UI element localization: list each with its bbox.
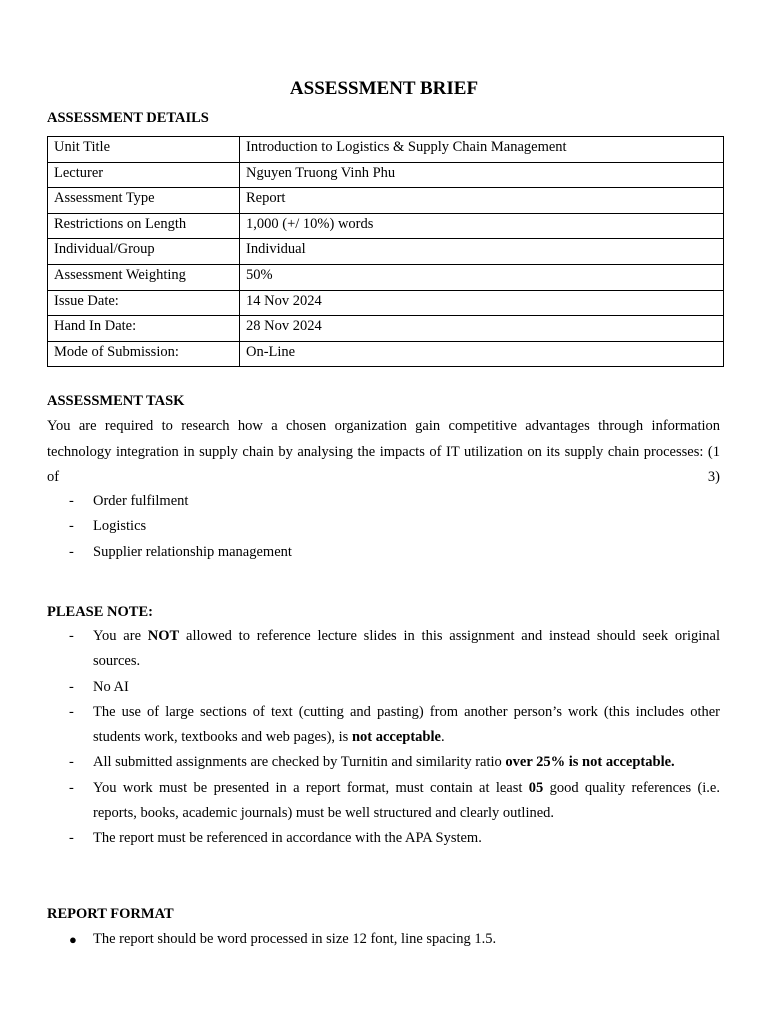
list-item	[47, 514, 720, 539]
dash-marker: -	[69, 628, 74, 644]
dash-marker: -	[69, 703, 74, 720]
dash-marker: -	[69, 830, 74, 847]
list-item	[47, 675, 720, 700]
list-item	[47, 776, 720, 827]
row-value: Introduction to Logistics & Supply Chain Management	[240, 137, 724, 163]
list-item-text: Supplier relationship management	[93, 543, 292, 560]
emphasis-text: NOT	[147, 628, 180, 644]
row-label: Mode of Submission:	[48, 341, 240, 367]
table-row	[48, 341, 724, 367]
row-label: Individual/Group	[48, 239, 240, 265]
report-format-heading: REPORT FORMAT	[47, 906, 174, 922]
dash-marker: -	[69, 518, 74, 535]
row-label: Lecturer	[48, 162, 240, 188]
list-item	[47, 700, 720, 751]
assessment-details-heading: ASSESSMENT DETAILS	[47, 110, 209, 126]
text-segment: allowed to reference lecture slides in this assignment and instead should seek original sources.	[93, 628, 720, 670]
dash-marker: -	[69, 493, 74, 509]
row-label: Assessment Type	[48, 188, 240, 214]
row-label: Issue Date:	[48, 290, 240, 316]
task-process-list	[47, 489, 720, 565]
row-label: Unit Title	[48, 137, 240, 163]
note-text	[93, 624, 720, 675]
row-value: 1,000 (+/ 10%) words	[240, 213, 724, 239]
assessment-task-heading: ASSESSMENT TASK	[47, 393, 185, 409]
note-text	[93, 675, 720, 700]
list-item	[47, 750, 720, 775]
row-value: Individual	[240, 239, 724, 265]
dash-marker: -	[69, 754, 74, 771]
table-row	[48, 316, 724, 342]
row-value: 50%	[240, 264, 724, 290]
table-row	[48, 264, 724, 290]
text-segment: You are	[93, 628, 148, 644]
emphasis-text: not acceptable	[351, 729, 441, 746]
table-row	[48, 290, 724, 316]
row-label: Assessment Weighting	[48, 264, 240, 290]
emphasis-text: 05	[528, 779, 544, 796]
note-text	[93, 700, 720, 751]
list-item	[47, 489, 720, 514]
task-paragraph: You are required to research how a chosen organization gain competitive advantages through information technology integration in supply chain by analysing the impacts of IT utilization on its supply chain processes: (1 of 3)	[47, 418, 720, 485]
format-list	[47, 927, 720, 952]
list-item	[47, 540, 720, 565]
row-value: Report	[240, 188, 724, 214]
text-segment: good quality references (i.e. reports, books, academic journals) must be well structured and clearly outlined.	[93, 779, 720, 822]
dash-marker: -	[69, 779, 74, 796]
text-segment: No AI	[93, 678, 129, 695]
note-text	[93, 750, 720, 775]
table-row	[48, 239, 724, 265]
dash-marker: -	[69, 678, 74, 695]
row-value: On-Line	[240, 341, 724, 367]
note-text	[93, 776, 720, 827]
list-item-text: Logistics	[93, 518, 147, 535]
text-segment: .	[440, 729, 445, 746]
row-value: 28 Nov 2024	[240, 316, 724, 342]
table-row	[48, 137, 724, 163]
text-segment: The report must be referenced in accordance with the APA System.	[93, 830, 482, 847]
list-item	[47, 624, 720, 675]
list-item	[47, 927, 720, 952]
page-title: ASSESSMENT BRIEF	[289, 78, 479, 99]
table-row	[48, 213, 724, 239]
row-value: Nguyen Truong Vinh Phu	[240, 162, 724, 188]
list-item	[47, 826, 720, 851]
list-item-text: Order fulfilment	[93, 493, 189, 509]
row-label: Hand In Date:	[48, 316, 240, 342]
row-label: Restrictions on Length	[48, 213, 240, 239]
note-text	[93, 826, 720, 851]
dash-marker: -	[69, 543, 74, 560]
table-row	[48, 162, 724, 188]
assessment-details-table	[47, 136, 724, 367]
emphasis-text: over 25% is not acceptable.	[505, 754, 675, 771]
row-value: 14 Nov 2024	[240, 290, 724, 316]
text-segment: All submitted assignments are checked by Turnitin and similarity ratio	[93, 754, 506, 771]
list-item-text: The report should be word processed in size 12 font, line spacing 1.5.	[93, 931, 497, 947]
please-note-heading: PLEASE NOTE:	[47, 604, 153, 620]
bullet-marker: ●	[69, 932, 77, 947]
text-segment: The use of large sections of text (cutting and pasting) from another person’s work (this includes other students work, textbooks and web pages), is	[93, 703, 720, 746]
text-segment: You work must be presented in a report format, must contain at least	[93, 779, 529, 796]
table-row	[48, 188, 724, 214]
note-list	[47, 624, 720, 852]
